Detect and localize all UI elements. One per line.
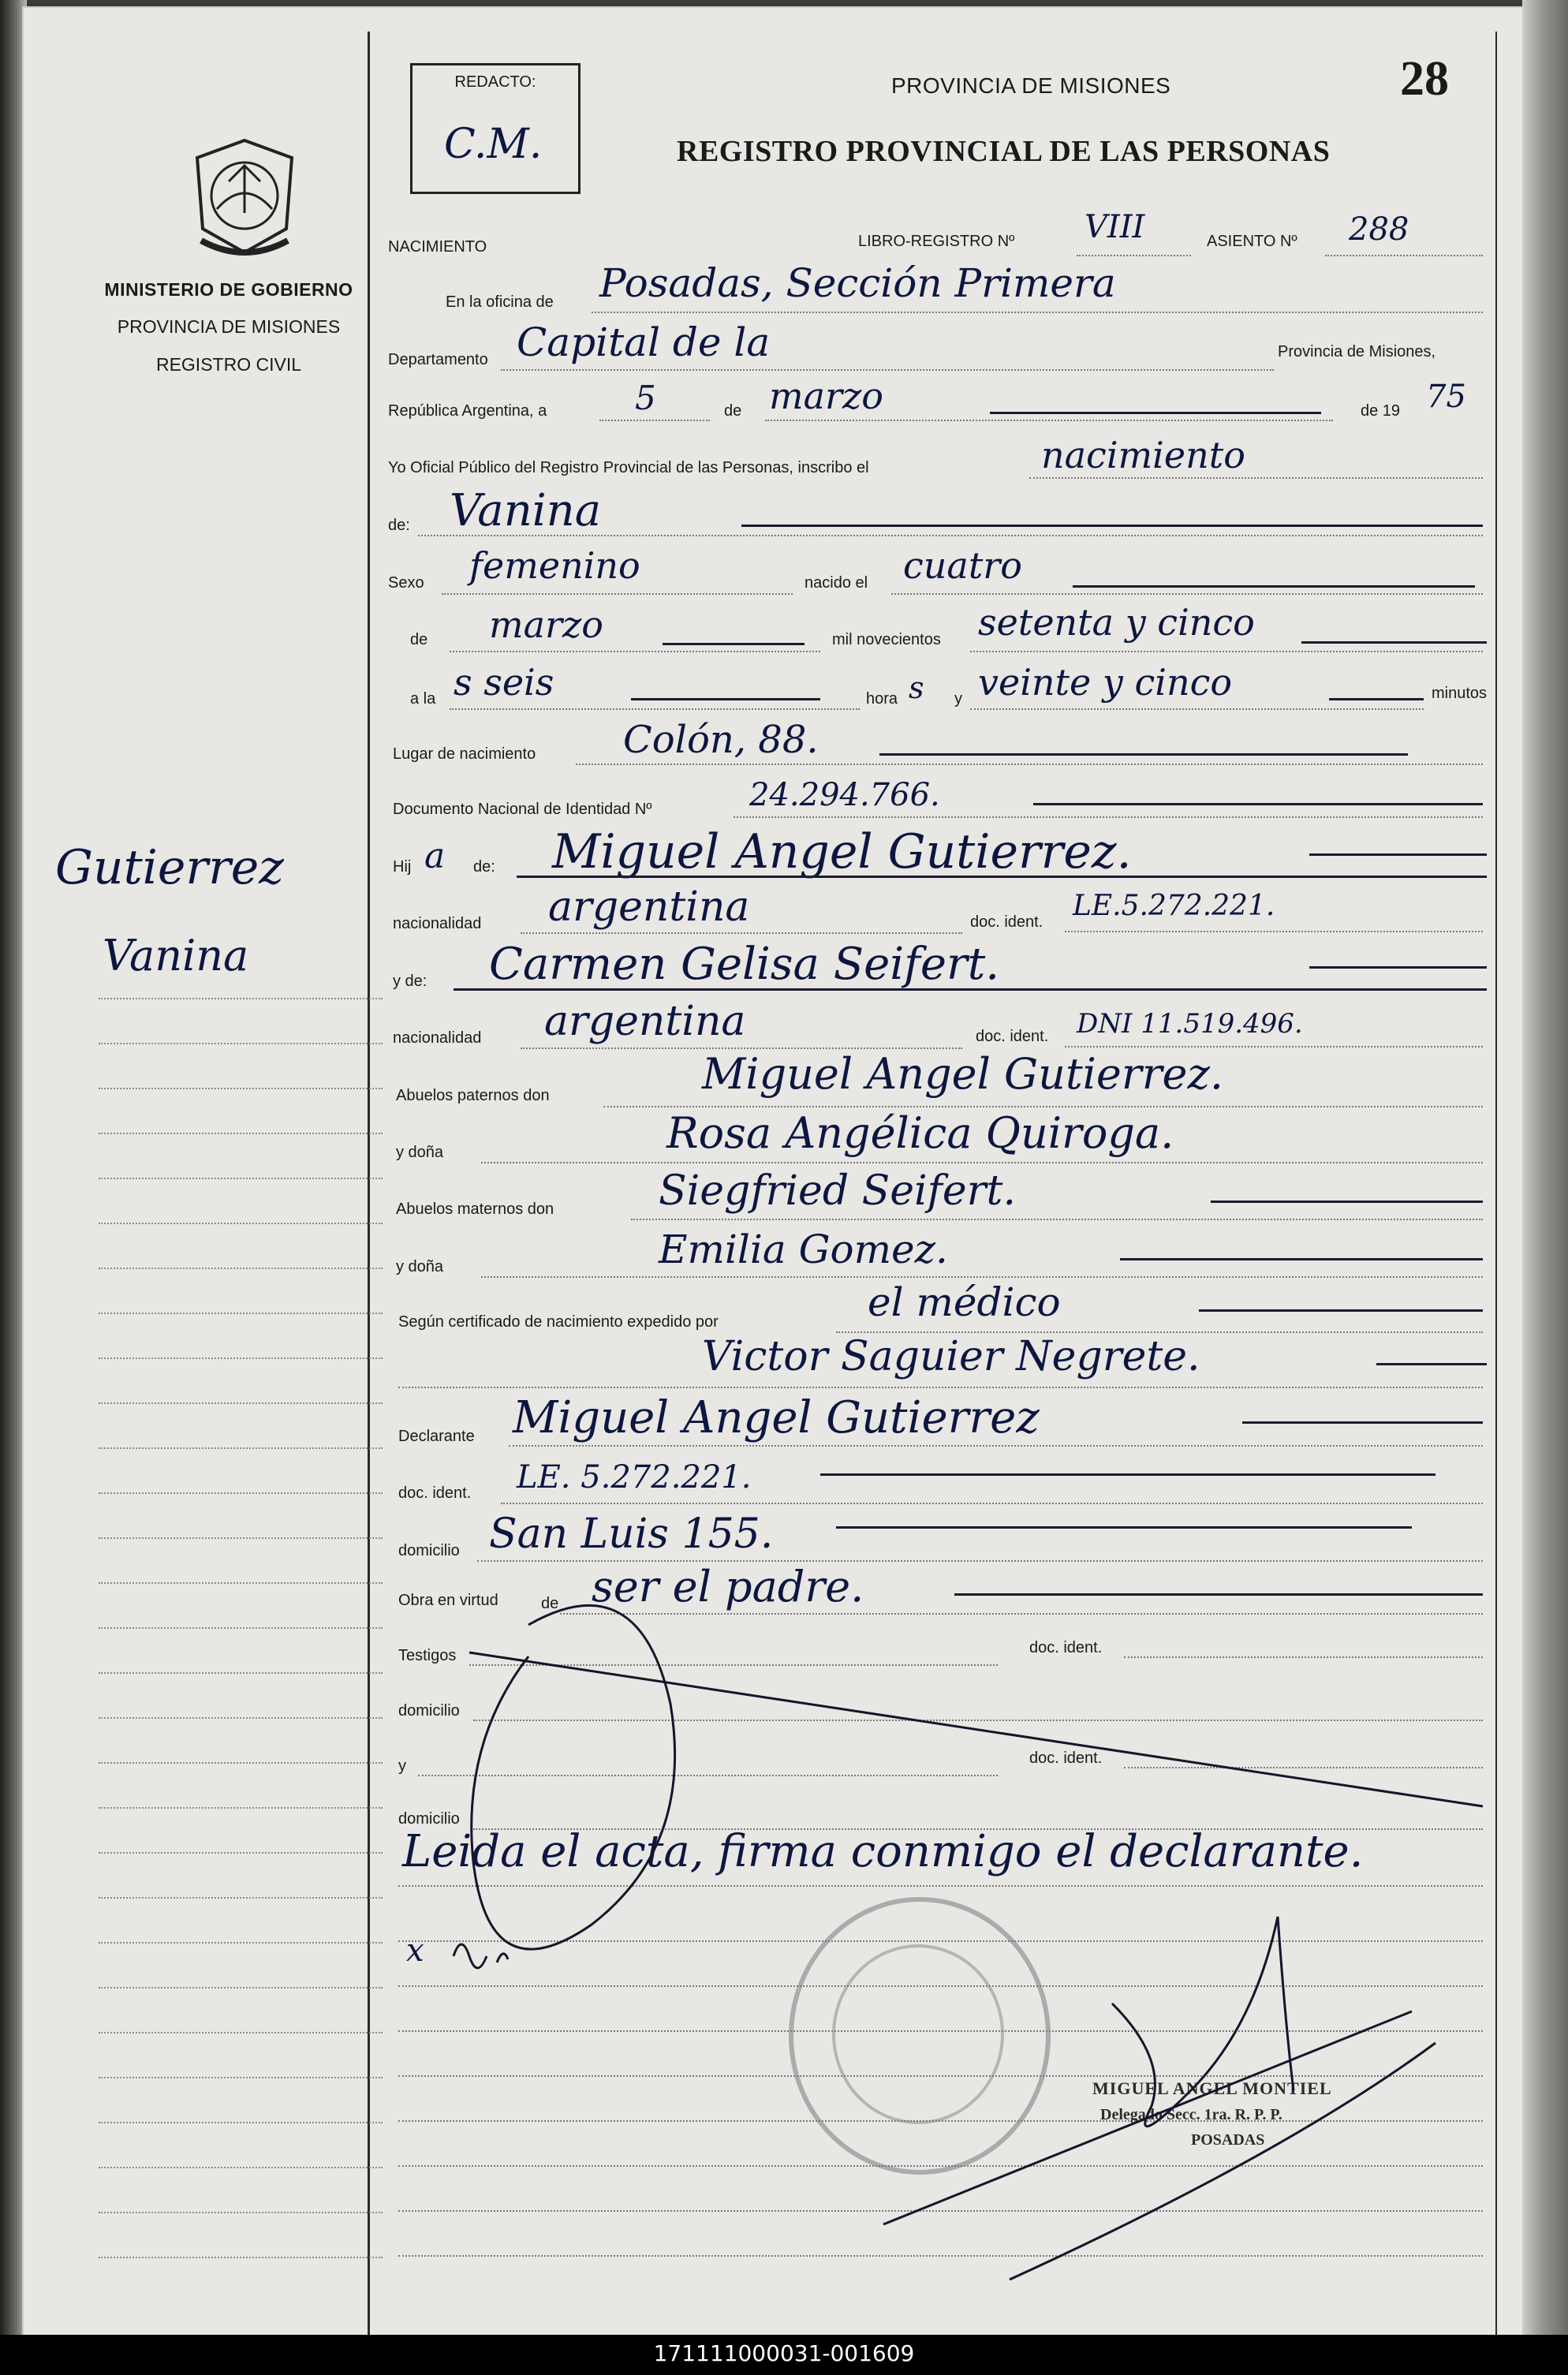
abuelos-mat-label: Abuelos maternos don <box>396 1201 554 1218</box>
hij-label: Hij <box>393 858 412 876</box>
anio-value: 75 <box>1426 379 1466 415</box>
declarant-signature-icon <box>454 1944 508 1968</box>
abuela-mat-value: Emilia Gomez. <box>659 1227 948 1272</box>
obra-label: Obra en virtud <box>398 1592 498 1609</box>
lugar-value: Colón, 88. <box>623 718 819 762</box>
oficial-value: nacimiento <box>1041 434 1245 476</box>
departamento-label: Departamento <box>388 351 488 368</box>
register-page <box>24 8 1522 2335</box>
domicilio-label: domicilio <box>398 1542 460 1559</box>
ala-value: s seis <box>454 661 554 704</box>
nac-padre-label: nacionalidad <box>393 915 482 932</box>
obra-value: ser el padre. <box>592 1562 864 1611</box>
doc-padre-label: doc. ident. <box>970 913 1043 931</box>
testigos-y-label: y <box>398 1757 406 1775</box>
abuela-pat-value: Rosa Angélica Quiroga. <box>666 1108 1174 1158</box>
nac-madre-value: argentina <box>544 998 746 1045</box>
ministry-name: MINISTERIO DE GOBIERNO <box>104 279 353 300</box>
signatory-city: POSADAS <box>1191 2131 1265 2149</box>
asiento-value: 288 <box>1349 211 1409 248</box>
signature-marks: x <box>406 1932 424 1969</box>
oficina-value: Posadas, Sección Primera <box>599 260 1116 306</box>
abuelo-mat-value: Siegfried Seifert. <box>659 1167 1016 1215</box>
declarante-value: Miguel Angel Gutierrez <box>513 1392 1040 1443</box>
medico-value: Victor Saguier Negrete. <box>702 1333 1200 1380</box>
nombre-value: Vanina <box>450 485 602 536</box>
nombre-label: de: <box>388 517 410 534</box>
doc-madre-value: DNI 11.519.496. <box>1077 1008 1303 1040</box>
de-label: de <box>724 402 742 420</box>
provincia-suffix: Provincia de Misiones, <box>1278 343 1436 360</box>
dni-value: 24.294.766. <box>749 777 940 813</box>
nacido-value: cuatro <box>903 544 1022 587</box>
yde-label: y de: <box>393 973 427 990</box>
libro-value: VIII <box>1085 209 1145 245</box>
libro-label: LIBRO-REGISTRO Nº <box>858 233 1015 250</box>
lugar-label: Lugar de nacimiento <box>393 745 536 763</box>
sexo-value: femenino <box>469 544 640 587</box>
testigos-cancel-stroke <box>469 1652 1483 1806</box>
certificado-value: el médico <box>868 1279 1061 1325</box>
hij-suffix: a <box>424 836 446 876</box>
ala-label: a la <box>410 690 436 708</box>
margin-firstname: Vanina <box>103 931 249 980</box>
pen-strokes <box>24 8 1522 2335</box>
hij-de-label: de: <box>473 858 495 876</box>
sexo-label: Sexo <box>388 574 424 592</box>
oficina-label: En la oficina de <box>446 293 554 311</box>
margin-surname: Gutierrez <box>55 840 284 895</box>
nacido-label: nacido el <box>805 574 868 592</box>
abuelo-pat-value: Miguel Angel Gutierrez. <box>702 1049 1224 1099</box>
dni-label: Documento Nacional de Identidad Nº <box>393 801 652 818</box>
hora-label: hora <box>866 690 898 708</box>
page-number: 28 <box>1400 52 1449 106</box>
y-label: y <box>954 690 962 708</box>
ministry-registry: REGISTRO CIVIL <box>155 354 302 375</box>
declarante-label: Declarante <box>398 1428 475 1445</box>
oficial-label: Yo Oficial Público del Registro Provincial de las Personas, inscribo el <box>388 459 869 476</box>
type-label: NACIMIENTO <box>388 238 487 256</box>
signatory-name: MIGUEL ANGEL MONTIEL <box>1092 2078 1332 2098</box>
redacto-label: REDACTO: <box>454 73 536 91</box>
page-edge-left <box>0 0 27 2335</box>
ydona-pat-label: y doña <box>396 1144 444 1161</box>
ministry-province: PROVINCIA DE MISIONES <box>117 316 341 337</box>
certificado-label: Según certificado de nacimiento expedido por <box>398 1313 719 1331</box>
mes2-value: marzo <box>489 603 603 646</box>
asiento-label: ASIENTO Nº <box>1207 233 1297 250</box>
footer-id: 171111000031-001609 <box>653 2340 915 2366</box>
minutos-label: minutos <box>1432 685 1488 702</box>
page-edge-right <box>1522 0 1568 2335</box>
domicilio-value: San Luis 155. <box>489 1511 774 1558</box>
closing-statement: Leida el acta, firma conmigo el declarante. <box>402 1826 1364 1877</box>
mes-value: marzo <box>769 375 883 417</box>
anio-label: de 19 <box>1361 402 1401 420</box>
decl-doc-label: doc. ident. <box>398 1484 472 1502</box>
testigos-dom2-label: domicilio <box>398 1810 460 1828</box>
mil-value: setenta y cinco <box>978 601 1255 644</box>
nac-madre-label: nacionalidad <box>393 1029 482 1047</box>
testigos-dom-label: domicilio <box>398 1702 460 1720</box>
header-registry: REGISTRO PROVINCIAL DE LAS PERSONAS <box>677 135 1331 168</box>
testigos-doc-label: doc. ident. <box>1029 1639 1103 1656</box>
madre-value: Carmen Gelisa Seifert. <box>489 939 1000 990</box>
nac-padre-value: argentina <box>548 883 750 931</box>
testigos-doc2-label: doc. ident. <box>1029 1750 1103 1767</box>
redacto-value: C.M. <box>444 121 543 168</box>
dia-value: 5 <box>635 379 656 417</box>
obra-de: de <box>541 1595 559 1612</box>
mil-label: mil novecientos <box>832 631 941 648</box>
doc-padre-value: LE.5.272.221. <box>1073 890 1275 922</box>
padre-value: Miguel Angel Gutierrez. <box>552 824 1132 879</box>
republica-label: República Argentina, a <box>388 402 547 420</box>
official-signature-icon <box>883 1917 1435 2280</box>
departamento-value: Capital de la <box>517 319 771 365</box>
header-province: PROVINCIA DE MISIONES <box>891 73 1171 98</box>
doc-madre-label: doc. ident. <box>976 1028 1049 1045</box>
de3-label: de <box>410 631 428 648</box>
decl-doc-value: LE. 5.272.221. <box>517 1459 752 1496</box>
minutos-value: veinte y cinco <box>978 661 1233 704</box>
testigos-label: Testigos <box>398 1647 457 1664</box>
abuelos-pat-label: Abuelos paternos don <box>396 1087 550 1104</box>
hora-suffix: s <box>909 670 924 705</box>
signatory-title: Delegado Secc. 1ra. R. P. P. <box>1100 2106 1282 2123</box>
ydona-mat-label: y doña <box>396 1258 444 1275</box>
